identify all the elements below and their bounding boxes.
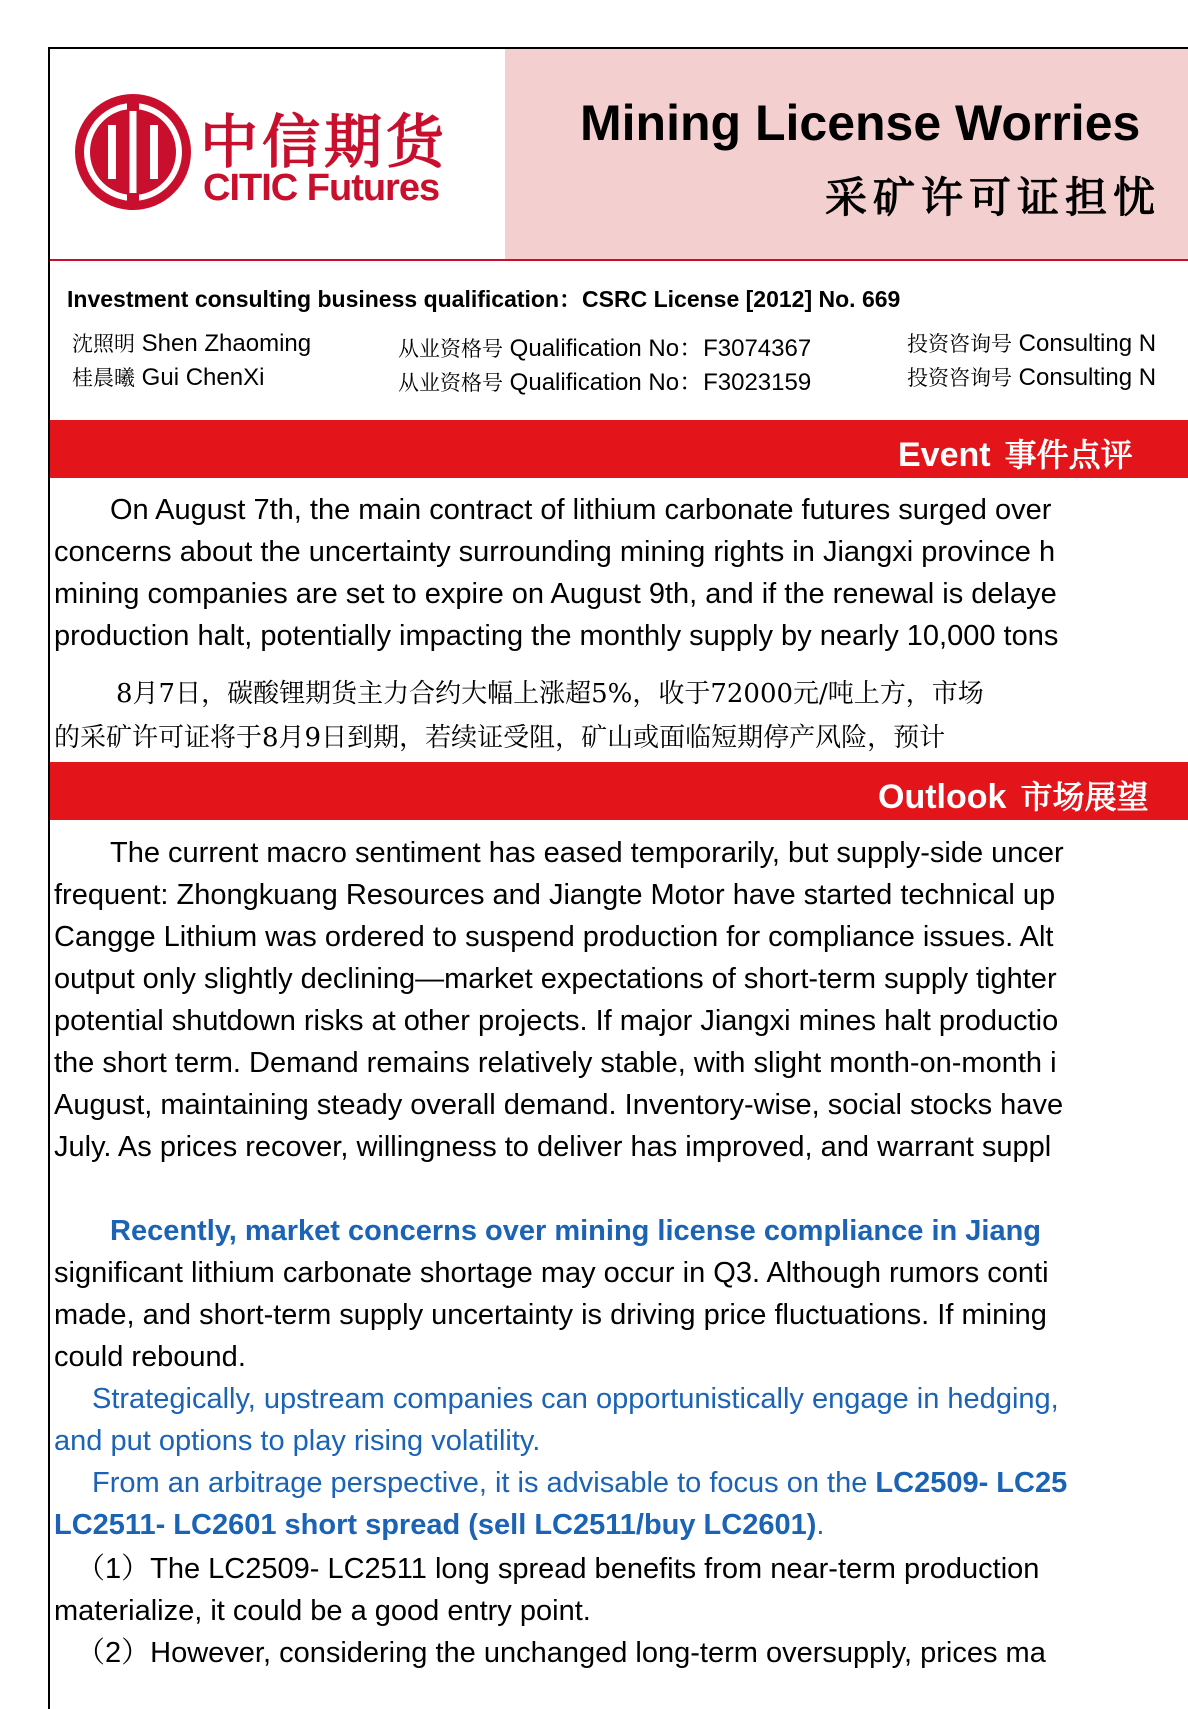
license-number: CSRC License [2012] No. 669 bbox=[582, 286, 901, 312]
event-section-header bbox=[50, 420, 1188, 478]
header-divider bbox=[50, 259, 1188, 261]
analyst-name: 桂晨曦 Gui ChenXi bbox=[72, 364, 265, 391]
strategy-paragraph: Strategically, upstream companies can opportunistically engage in hedging, and put options to play rising volatility. bbox=[54, 1383, 1059, 1457]
analyst-consulting: 投资咨询号 Consulting N bbox=[907, 330, 1157, 357]
event-label-en: Event bbox=[898, 436, 991, 474]
event-label-cn: 事件点评 bbox=[1004, 436, 1133, 474]
citic-logo-icon bbox=[72, 91, 194, 213]
analyst-consulting: 投资咨询号 Consulting N bbox=[907, 364, 1157, 391]
title-banner bbox=[505, 49, 1188, 259]
arbitrage-points: （1）The LC2509- LC2511 long spread benefits from near-term production materialize, it could be a good entry point. （2）However, considering the unchanged long-term oversupply, prices ma bbox=[54, 1553, 1046, 1669]
event-body-en: On August 7th, the main contract of lithium carbonate futures surged over concerns about the uncertainty surrounding mining rights in Jiangxi province h mining companies are set to expire on August 9th, and if the renewal is delaye production halt, potentially impacting the monthly supply by nearly 10,000 tons bbox=[54, 494, 1059, 652]
qualification-line: Investment consulting business qualification：CSRC License [2012] No. 669 bbox=[67, 286, 901, 312]
analyst-qualification: 从业资格号 Qualification No：F3023159 bbox=[398, 369, 812, 396]
logo-english-name: CITIC Futures bbox=[203, 167, 440, 209]
logo bbox=[50, 49, 505, 259]
outlook-label-cn: 市场展望 bbox=[1020, 778, 1149, 816]
outlook-view-paragraph: Recently, market concerns over mining license compliance in Jiang significant lithium carbonate shortage may occur in Q3. Although rumors conti made, and short-term supply uncertainty is driving price fluctuations. If mining could rebound. bbox=[54, 1215, 1049, 1373]
outlook-body-paragraph: The current macro sentiment has eased temporarily, but supply-side uncer frequent: Zhongkuang Resources and Jiangte Motor have started technical up Cangge Lithium was ordered to suspend production for compliance issues. Alt output only slightly declining—market expectations of short-term supply tighter potential shutdown risks at other projects. If major Jiangxi mines halt productio the short term. Demand remains relatively stable, with slight month-on-month i August, maintaining steady overall demand. Inventory-wise, social stocks have July. As prices recover, willingness to deliver has improved, and warrant suppl bbox=[54, 837, 1064, 1163]
report-title-en: Mining License Worries bbox=[580, 95, 1141, 151]
outlook-section-header bbox=[50, 762, 1188, 820]
logo-chinese-name: 中信期货 bbox=[200, 108, 449, 176]
analyst-qualification: 从业资格号 Qualification No：F3074367 bbox=[398, 335, 812, 362]
report-title-cn: 采矿许可证担忧 bbox=[825, 173, 1162, 222]
event-body-cn: 8月7日，碳酸锂期货主力合约大幅上涨超5%，收于72000元/吨上方，市场 的采矿许可证将于8月9日到期，若续证受阻，矿山或面临短期停产风险，预计 bbox=[54, 679, 984, 753]
arbitrage-paragraph: From an arbitrage perspective, it is advisable to focus on the LC2509- LC25 LC2511- LC2601 short spread (sell LC2511/buy LC2601). bbox=[54, 1467, 1068, 1541]
outlook-label-en: Outlook bbox=[878, 778, 1007, 816]
report-header bbox=[50, 49, 1188, 259]
analyst-name: 沈照明 Shen Zhaoming bbox=[72, 330, 312, 357]
